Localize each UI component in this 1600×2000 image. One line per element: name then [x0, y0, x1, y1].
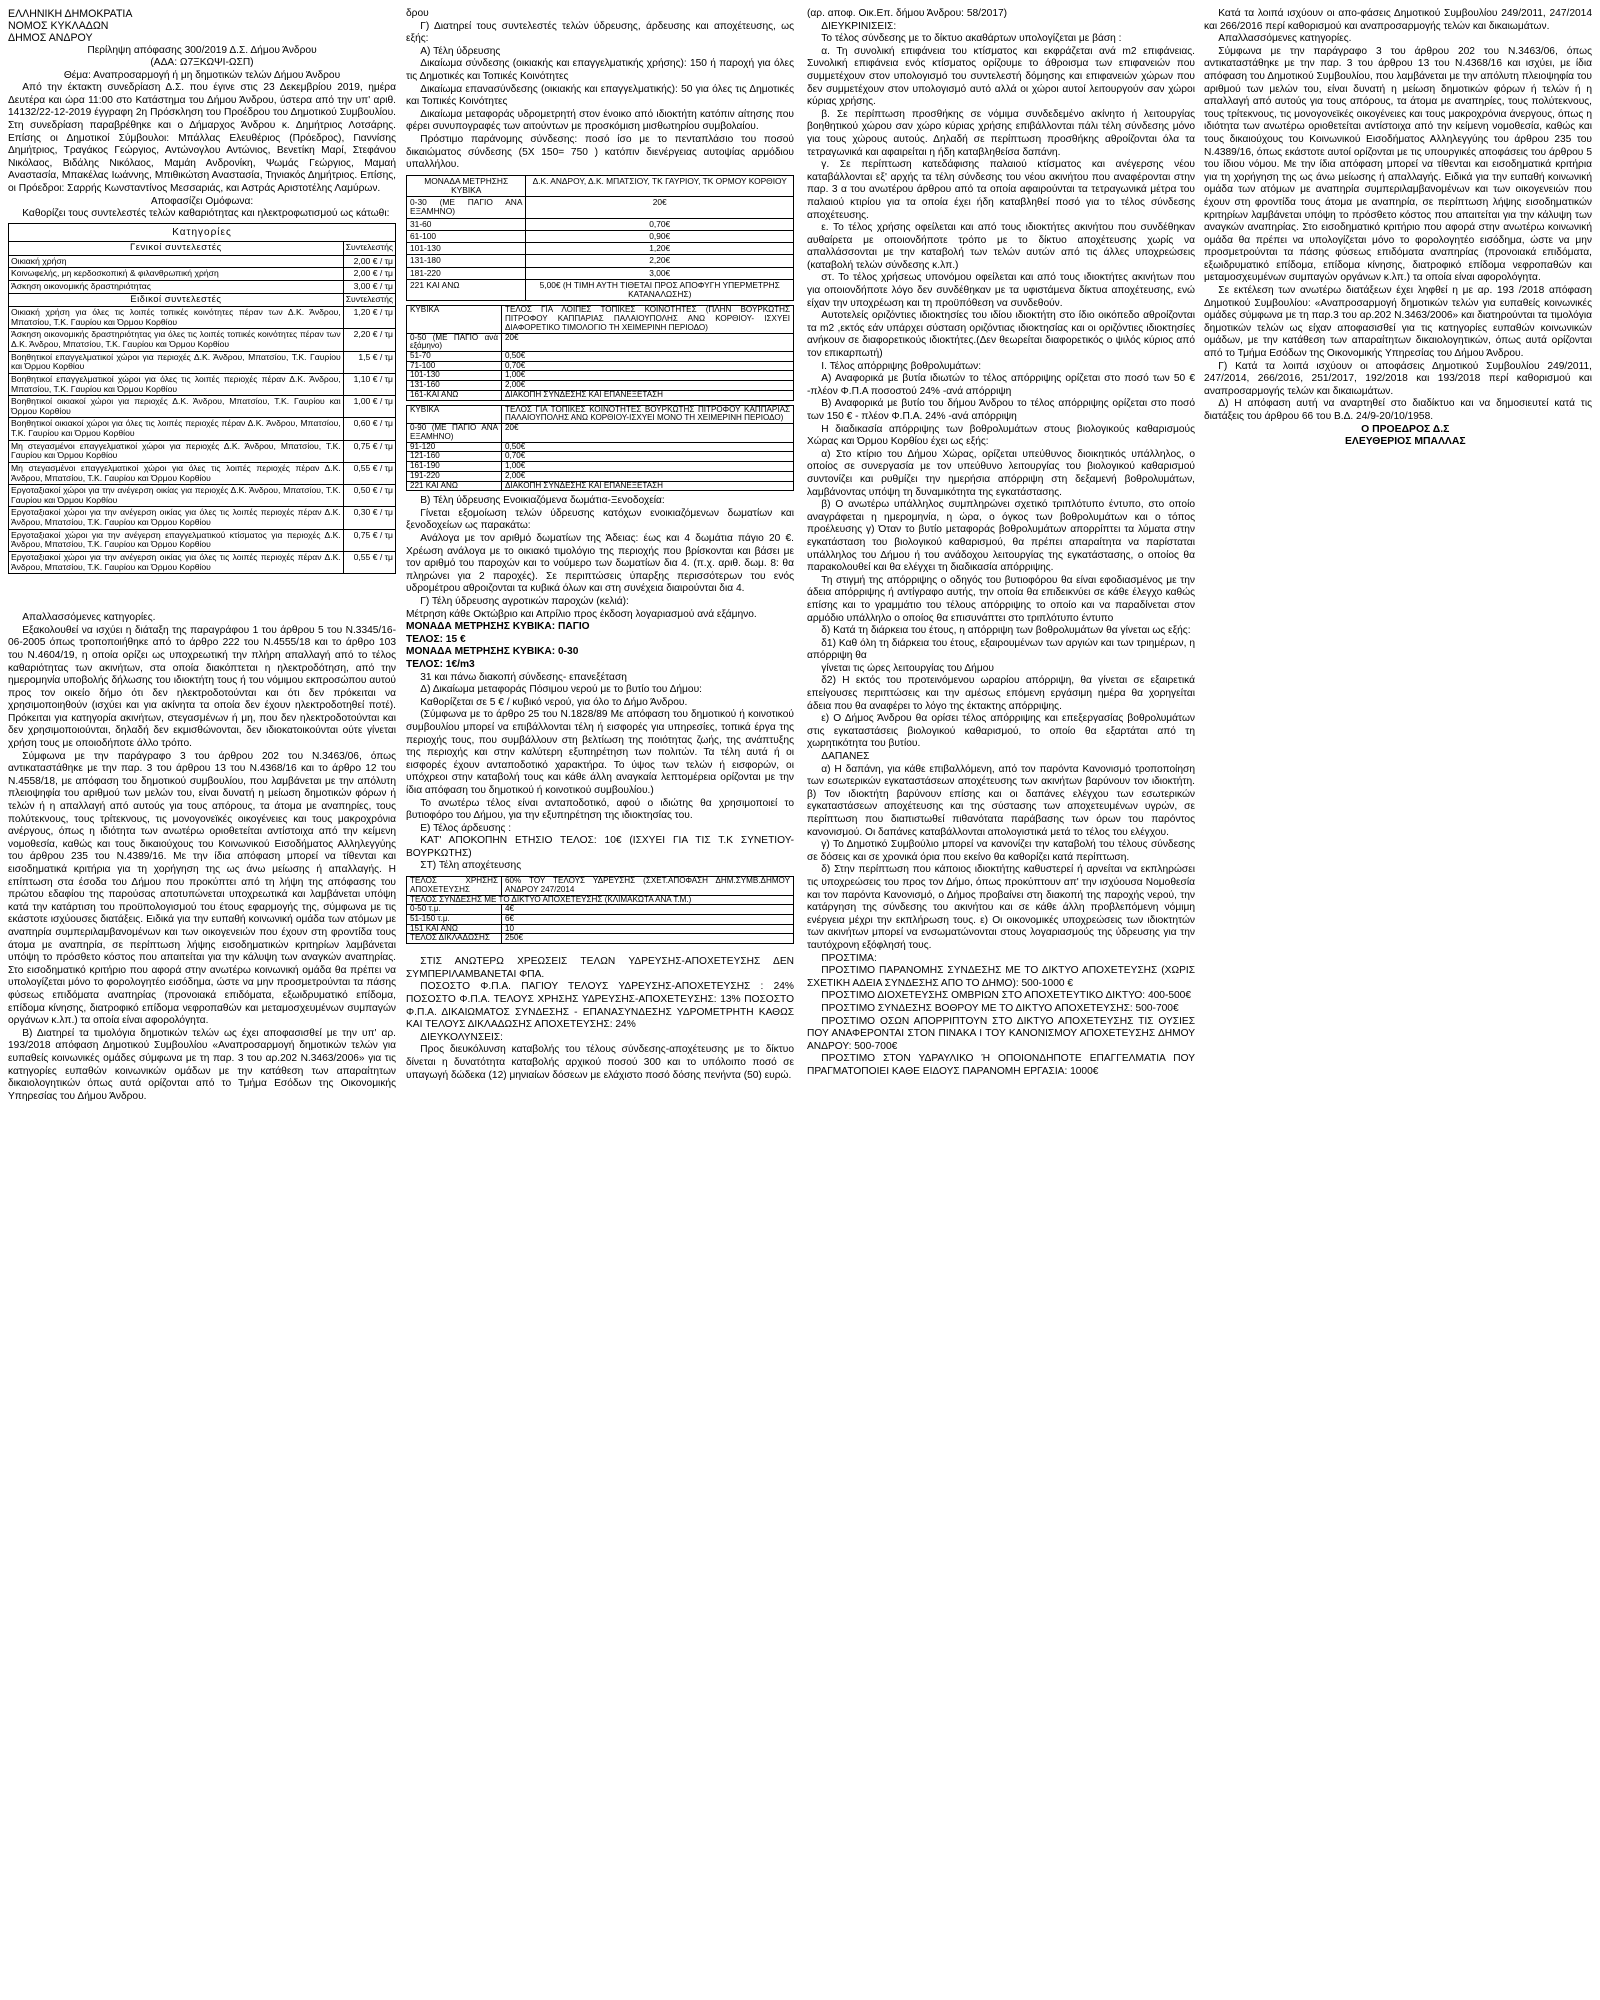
fine-substances: ΠΡΟΣΤΙΜΟ ΟΣΩΝ ΑΠΟΡΡΙΠΤΟΥΝ ΣΤΟ ΔΙΚΤΥΟ ΑΠΟΧΕΤΕΥΣΗΣ ΤΙΣ ΟΥΣΙΕΣ ΠΟΥ ΑΝΑΦΕΡΟΝΤΑΙ ΣΤΟΝ ΠΙΝΑΚΑ Ι ΤΟΥ ΚΑΝΟΝΙΣΜΟΥ ΑΠΟΧΕΤΕΥΣΗΣ ΔΗΜΟΥ ΑΝΔΡΟΥ: 500-700€ [807, 1015, 1195, 1052]
table-row [407, 279, 794, 300]
table-row [9, 418, 396, 440]
clarification-b: β. Σε περίπτωση προσθήκης σε νόμιμα συνδεδεμένο ακίνητο ή λειτουργίας βοηθητικού χώρου σαν χώρο κύριας χρήσης επιβάλλονται πάλι τέλη σύνδεσης μόνο για τους χώρους αυτούς. Δηλαδή σε περίπτωση προσθήκης αθροίζονται όλα τα τετραγωνικά και αφαιρείται η ήδη καταβληθείσα δαπάνη. [807, 108, 1195, 158]
execution-paragraph: Σε εκτέλεση των ανωτέρω διατάξεων έχει ληφθεί η με αρ. 193 /2018 απόφαση Δημοτικού Συμβουλίου: «Αναπροσαρμογή δημοτικών τελών για ευπαθείς κοινωνικές ομάδες σύμφωνα με τη παρ.3 του αρ.202 Ν.3463/2006» και διατηρούνται τα τιμολόγια δημοτικών τελών ως είχαν αποφασισθεί για τις κατηγορίες ευπαθών κοινωνικών ομάδων, με την κατάθεση των απαραίτητων δικαιολογητικών, όπως αυτά ορίζονται από το Τμήμα Εσόδων της Οικονομικής Υπηρεσίας του Δήμου Άνδρου. [1204, 285, 1592, 360]
rooms-heading: Β) Τέλη ύδρευσης Ενοικιαζόμενα δωμάτια-Ξενοδοχεία: [420, 495, 665, 507]
table-row [407, 934, 794, 944]
water-tariff-table-other [406, 305, 794, 400]
table-cell: 101-130 [407, 243, 526, 255]
table-row [407, 197, 794, 218]
table-header-fee: ΤΕΛΟΣ ΓΙΑ ΤΟΠΙΚΕΣ ΚΟΙΝΟΤΗΤΕΣ ΒΟΥΡΚΩΤΗΣ ΠΙΤΡΟΦΟΥ ΚΑΠΠΑΡΙΑΣ ΠΑΛΑΙΟΥΠΟΛΗΣ ΑΝΩ ΚΟΡΘΙΟΥ-ΙΣΧΥΕΙ ΜΟΝΟ ΤΗ ΧΕΙΜΕΡΙΝΗ ΠΕΡΙΟΔΟ) [502, 405, 794, 423]
table-cell: 0-30 (ΜΕ ΠΑΓΙΟ ΑΝΑ ΕΞΑΜΗΝΟ) [407, 197, 526, 218]
subject-line: Θέμα: Αναπροσαρμογή ή μη δημοτικών τελών Δήμου Άνδρου [63, 69, 341, 81]
procedure-d1-hours: γίνεται τις ώρες λειτουργίας του Δήμου [821, 662, 994, 674]
table-cell: Άσκηση οικονομικής δραστηριότητας [9, 280, 344, 293]
water-tariff-table-main [406, 175, 794, 302]
table-cell: 0,50€ [502, 351, 794, 361]
exemption-paragraph: Εξακολουθεί να ισχύει η διάταξη της παραγράφου 1 του άρθρου 5 του Ν.3345/16-06-2005 όπως τροποποιήθηκε από το άρθρο 222 του Ν.4555/18 και το άρθρο 103 του Ν.4604/19, η οποία ορίζει ως υποχρεωτική την πλήρη απαλλαγή από το τέλος καθαριότητας των ακινήτων, στα οποία διακόπτεται η ηλεκτροδότηση, από την ημερομηνία υποβολής δήλωσης του ιδιοκτήτη τους ή του νόμιμου εκπροσώπου αυτού προς τον οικείο δήμο ότι δεν ηλεκτροδοτούνται και ότι δεν πρόκειται να χρησιμοποιηθούν (ισχύει και για ακίνητα τα οποία δεν έχουν ηλεκτροδοτηθεί ποτέ). Πρόκειται για κατηγορία ακινήτων, στεγασμένων ή μη, που δεν ηλεκτροδοτούνται και δεν χρησιμοποιούνται, δηλαδή δεν εκμισθώνονται, δεν ιδιοκατοικούνται ούτε γίνεται χρήση τους με οποιοδήποτε άλλο τρόπο. [8, 624, 396, 750]
header-line-3: ΔΗΜΟΣ ΑΝΔΡΟΥ [8, 32, 93, 45]
expenses-ab: α) Η δαπάνη, για κάθε επιβαλλόμενη, από τον παρόντα Κανονισμό τροποποίηση των εσωτερικών εγκαταστάσεων αποχέτευσης των ακινήτων βαρύνουν τον ιδιοκτήτη. β) Τον ιδιοκτήτη βαρύνουν επίσης και οι δαπάνες ελέγχου των εσωτερικών εγκαταστάσεων αποχέτευσης και της σύστασης των αποχετευμένων υγρών, σε περίπτωση που διαπιστωθεί πιθανότατα παράβασης των όρων του παρόντος κανονισμού. Οι δαπάνες καταβάλλονται απολογιστικά μετά το τέλος του ελέγχου. [807, 763, 1195, 838]
column-2 [406, 8, 794, 1993]
table-row [407, 915, 794, 925]
agri-measurement: Μέτρηση κάθε Οκτώβριο και Απρίλιο προς έκδοση λογαριασμού ανά εξάμηνο. [406, 608, 757, 620]
table-row [407, 371, 794, 381]
facilities-text: Προς διευκόλυνση καταβολής του τέλους σύνδεσης-αποχέτευσης με το δίκτυο δίνεται η δυνατότητα καταβολής αρχικού ποσού 300 και το υπόλοιπο ποσό σε υπαγωγή δώδεκα (12) μηνιαίων δόσεων με ελάχιστο ποσό δόσης πενήντα (50) ευρώ. [406, 1044, 794, 1081]
irrigation-heading: Ε) Τέλος άρδευσης : [420, 822, 512, 834]
table-cell: Άσκηση οικονομικής δραστηριότητας για όλες τις λοιπές τοπικές κοινότητες πέραν των Δ.Κ. Άνδρου, Μπατσίου, Τ.Κ. Γαυρίου και Όρμου Κορθίου [9, 329, 344, 351]
procedure-disposal: Τη στιγμή της απόρριψης ο οδηγός του βυτιοφόρου θα είναι εφοδιασμένος με την άδεια απόρριψης ή αντίγραφο αυτής, την οποία θα επιδεικνύει σε κάθε έλεγχο καθώς επίσης και το γραμμάτιο του τέλους απόρριψης το οποίο και να παραδίνεται στον αρμόδιο υπάλληλο ο οποίος θα επισυνάπτει στο τριπλότυπο έντυπο [807, 574, 1195, 624]
table-cell: 2,20€ [526, 255, 794, 267]
table-cell: 161-ΚΑΙ ΑΝΩ [407, 390, 502, 400]
table-cell: 3,00 € / τμ [343, 280, 395, 293]
agri-heading: Γ) Τέλη ύδρευσης αγροτικών παροχών (κελιά): [420, 596, 629, 607]
table-row [407, 361, 794, 371]
table-row [9, 485, 396, 507]
sewer-fees-table [406, 876, 794, 944]
tanker-heading: Δ) Δικαίωμα μεταφοράς Πόσιμου νερού με το βυτίο του Δήμου: [420, 684, 702, 696]
procedure-e: ε) Ο Δήμος Άνδρου θα ορίσει τέλος απόρριψης και επεξεργασίας βοθρολυμάτων στις εγκαταστάσεις βιολογικού καθαρισμού, το οποίο θα εξαρτάται από τη χωρητικότητα του βυτίου. [807, 713, 1195, 750]
fine-rainwater: ΠΡΟΣΤΙΜΟ ΔΙΟΧΕΤΕΥΣΗΣ ΟΜΒΡΙΩΝ ΣΤΟ ΑΠΟΧΕΤΕΥΤΙΚΟ ΔΙΚΤΥΟ: 400-500€ [821, 990, 1191, 1002]
expenses-heading: ΔΑΠΑΝΕΣ [821, 751, 870, 763]
table-cell: 0-50 (ΜΕ ΠΑΓΙΟ ανά εξάμηνο) [407, 333, 502, 351]
table-row [407, 424, 794, 442]
remaining-decisions: Γ) Κατά τα λοιπά ισχύουν οι αποφάσεις Δημοτικού Συμβουλίου 249/2011, 247/2014, 266/2016, 251/2017, 192/2018 και 193/2018 περί καθορισμού και αναπροσαρμογής τελών και δικαιωμάτων. [1204, 360, 1592, 397]
table-cell: 91-120 [407, 442, 502, 452]
reduction-paragraph: Σύμφωνα με την παράγραφο 3 του άρθρου 202 του Ν.3463/06, όπως αντικαταστάθηκε με την παρ. 3 του άρθρου 13 του Ν.4368/16 και το άρθρο 12 του Ν.4558/18, με απόφαση του δημοτικού συμβουλίου, που λαμβάνεται με την απόλυτη πλειοψηφία του αριθμού των μελών του, είναι δυνατή η μείωση δημοτικών φόρων ή τελών ή η απαλλαγή από αυτούς για τους απόρους, τα άτομα με αναπηρίες, τους πολύτεκνους, τους τρίτεκνους, τις μονογονεϊκές οικογένειες και τους μακροχρόνια ανέργους, όπως η ιδιότητα των ανωτέρω οριοθετείται αντίστοιχα από την κείμενη νομοθεσία, καθώς και τους δικαιούχους του Κοινωνικού Εισοδήματος Αλληλεγγύης του άρθρου 235 του Ν.4389/16. Με την ίδια απόφαση μπορεί να τίθενται και εισοδηματικά κριτήρια για τη χορήγηση της ως άνω μείωσης ή απαλλαγής. Η επίπτωση στα έσοδα του Δήμου που προκύπτει από τη λήψη της απόφασης του πρώτου εδαφίου της παρούσας αποτυπώνεται υποχρεωτικά και λαμβάνεται υπόψη κατά την κατάρτιση του προϋπολογισμού του έτους εφαρμογής της, σύμφωνα με τις εκάστοτε ισχύουσες διατάξεις. Ειδικά για την ευπαθή κοινωνική ομάδα των ατόμων με αναπηρία συμπεριλαμβανομένων και των οικογενειών που έχουν στη φροντίδα τους άτομα με αναπηρία, σε περίπτωση λήψης εισοδηματικών κριτηρίων λαμβάνεται υπόψη το πρόσθετο κόστος που απαιτείται για την κάλυψη των αναγκών αναπηρίας. Στο εισοδηματικό κριτήριο που αφορά στην ανωτέρω κοινωνική ομάδα θα πρέπει να υπολογίζεται μόνο το φορολογητέο εισόδημα, ώστε να μην προσμετρούνται τα πάσης φύσεως επιδόματα αναπηρίας (προνοιακά επιδόματα, εξωιδρυματικό επίδομα, επίδομα κίνησης, διατροφικό επίδομα νεφροπαθών και μεταμοσχευμένων συμπαγών οργάνων κ.λπ.) τα οποία είναι αφορολόγητα. [8, 750, 396, 1027]
column-3 [807, 8, 1195, 1993]
table-row [9, 462, 396, 484]
law-reference: (Σύμφωνα με το άρθρο 25 του Ν.1828/89 Με απόφαση του δημοτικού ή κοινοτικού συμβουλίου μπορεί να επιβάλλονται τέλη ή εισφορές για υπηρεσίες, τοπικά έργα της περιοχής τους, που συμβάλλουν στη βελτίωση της ποιότητας ζωής, της ανάπτυξης της περιοχής και στην καλύτερη εξυπηρέτηση των πολιτών. Τα τέλη αυτά ή οι εισφορές έχουν ανταποδοτικό χαρακτήρα. Το ύψος των τελών ή εισφορών, οι υπόχρεοι στην καταβολή τους και κάθε άλλη αναγκαία λεπτομέρεια ορίζονται με την ίδια απόφαση του δημοτικού ή κοινοτικού συμβουλίου.) [406, 709, 794, 796]
septage-heading: Ι. Τέλος απόρριψης βοθρολυμάτων: [821, 360, 982, 372]
table-header-cubic: ΚΥΒΙΚΑ [407, 405, 502, 423]
general-coefficients-header: Γενικοί συντελεστές [9, 242, 344, 256]
publication-paragraph: Δ) Η απόφαση αυτή να αναρτηθεί στο διαδίκτυο και να δημοσιευτεί κατά τις διατάξεις του άρθρου 66 του Β.Δ. 24/9-20/10/1958. [1204, 398, 1592, 422]
tanker-fee: Καθορίζεται σε 5 € / κυβικό νερού, για όλο το Δήμο Άνδρου. [420, 696, 688, 708]
expenses-de: δ) Στην περίπτωση που κάποιος ιδιοκτήτης καθυστερεί ή αρνείται να εκπληρώσει τις υποχρεώσεις του προς τον Δήμο, όπως προκύπτουν απ' την ισχύουσα Νομοθεσία και τον παρόντα Κανονισμό, ο Δήμος προβαίνει στη διακοπή της παροχής νερού, την κατάργηση της σύνδεσης του ακινήτου και σε κάθε άλλη προβλεπόμενη νόμιμη ενέργεια μέχρι την εκπλήρωση τους. ε) Οι οικονομικές υποχρεώσεις των ιδιοκτητών των ακινήτων μπορεί να ενσωματώνονται στους λογαριασμούς της ύδρευσης για την ταυτόχρονη εξόφλησή τους. [807, 864, 1195, 951]
table-cell: 31-60 [407, 218, 526, 230]
fine-plumber: ΠΡΟΣΤΙΜΟ ΣΤΟΝ ΥΔΡΑΥΛΙΚΟ Ή ΟΠΟΙΟΝΔΗΠΟΤΕ ΕΠΑΓΓΕΛΜΑΤΙΑ ΠΟΥ ΠΡΑΓΜΑΤΟΠΟΙΕΙ ΚΑΘΕ ΕΙΔΟΥΣ ΠΑΡΑΝΟΜΗ ΕΡΓΑΣΙΑ: 1000€ [807, 1053, 1195, 1077]
agri-over-limit: 31 και πάνω διακοπή σύνδεσης- επανεξέταση [420, 671, 627, 683]
table-cell: Βοηθητικοί οικιακοί χώροι για περιοχές Δ.Κ. Άνδρου, Μπατσίου, Τ.Κ. Γαυρίου και Όρμου Κορθίου [9, 396, 344, 418]
procedure-d2: δ2) Η εκτός του προτεινόμενου ωραρίου απόρριψη, θα γίνεται σε εξαιρετικά επείγουσες περιπτώσεις και την αμέσως επόμενη εργάσιμη ημέρα θα χορηγείται άδεια που θα αναφέρει το λόγο της έκτακτης απόρριψης. [807, 675, 1195, 712]
table-cell: Εργοταξιακοί χώροι για την ανέγερση οικίας για όλες τις λοιπές περιοχές πέραν Δ.Κ. Άνδρου, Μπατσίου, Τ.Κ. Γαυρίου και Όρμου Κορθίου [9, 507, 344, 529]
table-row [407, 390, 794, 400]
facilities-heading: ΔΙΕΥΚΟΛΥΝΣΕΙΣ: [420, 1031, 503, 1043]
table-row [407, 267, 794, 279]
table-cell: ΤΕΛΟΣ ΔΙΚΛΑΔΩΣΗΣ [407, 934, 502, 944]
table-cell: 161-190 [407, 462, 502, 472]
table-cell: 20€ [526, 197, 794, 218]
connection-right: Δικαίωμα σύνδεσης (οικιακής και επαγγελματικής χρήσης): 150 ή παροχή για όλες τις Δημοτικές και Τοπικές Κοινότητες [406, 58, 794, 82]
rooms-equalization: Γίνεται εξομοίωση τελών ύδρευσης κατόχων ενοικιαζόμενων δωματίων και ξενοδοχείων ως παρακάτω: [406, 507, 794, 532]
table-cell: 151 ΚΑΙ ΑΝΩ [407, 924, 502, 934]
table-row [407, 243, 794, 255]
column-1 [8, 8, 396, 1993]
table-cell: 51-150 τ.μ. [407, 915, 502, 925]
table-cell: 10 [502, 924, 794, 934]
signature-title: Ο ΠΡΟΕΔΡΟΣ Δ.Σ [1361, 423, 1450, 435]
header-line-1: ΕΛΛΗΝΙΚΗ ΔΗΜΟΚΡΑΤΙΑ [8, 8, 133, 20]
cleaning-fees-intro: Καθορίζει τους συντελεστές τελών καθαριότητας και ηλεκτροφωτισμού ως κάτωθι: [22, 208, 390, 220]
table-row [407, 351, 794, 361]
table-cell: 3,00€ [526, 267, 794, 279]
vat-note: ΣΤΙΣ ΑΝΩΤΕΡΩ ΧΡΕΩΣΕΙΣ ΤΕΛΩΝ ΥΔΡΕΥΣΗΣ-ΑΠΟΧΕΤΕΥΣΗΣ ΔΕΝ ΣΥΜΠΕΡΙΛΑΜΒΑΝΕΤΑΙ ΦΠΑ. [406, 956, 794, 980]
table-cell: 0,70€ [502, 452, 794, 462]
table-row [407, 481, 794, 491]
table-cell: Εργοταξιακοί χώροι για την ανέγερση επαγγελματικού κτίσματος για περιοχές Δ.Κ. Άνδρου, Μπατσίου, Τ.Κ. Γαυρίου και Όρμου Κορθίου [9, 529, 344, 551]
table-cell: 121-160 [407, 452, 502, 462]
table-row [407, 452, 794, 462]
table-row [407, 462, 794, 472]
table-row [407, 381, 794, 391]
table-cell: 0,50 € / τμ [343, 485, 395, 507]
decision-summary-title: Περίληψη απόφασης 300/2019 Δ.Σ. Δήμου Άνδρου [87, 44, 317, 56]
table-cell: 0,70€ [502, 361, 794, 371]
sewer-heading: ΣΤ) Τέλη αποχέτευσης [420, 860, 522, 872]
table-cell: 131-180 [407, 255, 526, 267]
header-line-2: ΝΟΜΟΣ ΚΥΚΛΑΔΩΝ [8, 20, 109, 33]
rooms-rule: Ανάλογα με τον αριθμό δωματίων της Άδειας: έως και 4 δωμάτια πάγιο 20 €. Χρέωση ανάλογα με το οικιακό τιμολόγιο της περιοχής που βρίσκονται και βάσει με τον αριθμό του παροχών και το νούμερο των δωματίων δια 4. (π.χ. αριθ. δωμ. 8: θα πληρώνει για 2 παροχές). Σε περιπτώσεις ύπαρξης περισσότερων του ενός υδρομέτρου αθροιζονται τα κυβικά όλων και στη συνέχεια διαιρούνται δια 4. [406, 533, 794, 595]
clarifications-intro: Το τέλος σύνδεσης με το δίκτυο ακαθάρτων υπολογίζεται με βάση : [821, 33, 1122, 45]
column-4 [1204, 8, 1592, 1993]
committee-ref: (αρ. αποφ. Οικ.Επ. δήμου Άνδρου: 58/2017) [807, 8, 1008, 19]
table-cell: ΔΙΑΚΟΠΗ ΣΥΝΔΕΣΗΣ ΚΑΙ ΕΠΑΝΕΞΕΤΑΣΗ [502, 390, 794, 400]
table-cell: 2,00€ [502, 381, 794, 391]
agri-fee-2: ΤΕΛΟΣ: 1€/m3 [406, 658, 475, 670]
table-cell: Εργοταξιακοί χώροι για την ανέγερση οικίας για περιοχές Δ.Κ. Άνδρου, Μπατσίου, Τ.Κ. Γαυρίου και Όρμου Κορθίου [9, 485, 344, 507]
table-cell: 0,30 € / τμ [343, 507, 395, 529]
table-cell: Κοινωφελής, μη κερδοσκοπική & φιλανθρωπική χρήση [9, 268, 344, 281]
clarifications-heading: ΔΙΕΥΚΡΙΝΙΣΕΙΣ: [821, 20, 897, 32]
exempt-categories-title: Απαλλασσόμενες κατηγορίες. [22, 612, 156, 624]
table-row [9, 280, 396, 293]
table-cell: Βοηθητικοί επαγγελματικοί χώροι για όλες τις λοιπές περιοχές πέραν Δ.Κ. Άνδρου, Μπατσίου, Τ.Κ. Γαυρίου και Όρμου Κορθίου [9, 373, 344, 395]
coefficient-header: Συντελεστής [343, 242, 395, 256]
table-cell: 191-220 [407, 471, 502, 481]
continued-word: δρου [406, 8, 429, 19]
table-row [9, 396, 396, 418]
fines-heading: ΠΡΟΣΤΙΜΑ: [821, 952, 877, 964]
irrigation-fee: ΚΑΤ' ΑΠΟΚΟΠΗΝ ΕΤΗΣΙΟ ΤΕΛΟΣ: 10€ (ΙΣΧΥΕΙ ΓΙΑ ΤΙΣ Τ.Κ ΣΥΝΕΤΙΟΥ- ΒΟΥΡΚΩΤΗΣ) [406, 835, 794, 859]
clarification-a: α. Τη συνολική επιφάνεια του κτίσματος και εκφράζεται ανά m2 επιφάνειας. Συνολική επιφάνεια ενός κτίσματος ορίζουμε το άθροισμα των επιφανειών που συμμετέχουν στον υπολογισμό του συντελεστή δόμησης και επιφανειών χώρων που δεν συμμετέχουν στον υπολογισμό αυτό αλλά οι χώροι αυτοί λειτουργούν σαν χώροι κύριας χρήσης. [807, 45, 1195, 108]
table-cell: 0,55 € / τμ [343, 551, 395, 573]
septage-private: Α) Αναφορικά με βυτία ιδιωτών το τέλος απόρριψης ορίζεται στο ποσό των 50 € -πλέον Φ.Π.Α ποσοστού 24% -ανά απόρριψη [807, 373, 1195, 397]
table-cell: 221 ΚΑΙ ΑΝΩ [407, 279, 526, 300]
table-cell: 0,60 € / τμ [343, 418, 395, 440]
table-cell: 5,00€ (Η ΤΙΜΗ ΑΥΤΗ ΤΙΘΕΤΑΙ ΠΡΟΣ ΑΠΟΦΥΓΗ ΥΠΕΡΜΕΤΡΗΣ ΚΑΤΑΝΑΛΩΣΗΣ) [526, 279, 794, 300]
table-cell: 250€ [502, 934, 794, 944]
table-row [9, 440, 396, 462]
table-cell: Μη στεγασμένοι επαγγελματικοί χώροι για περιοχές Δ.Κ. Άνδρου, Μπατσίου, Τ.Κ. Γαυρίου και Όρμου Κορθίου [9, 440, 344, 462]
decision-label: Αποφασίζει Ομόφωνα: [150, 195, 254, 207]
table-cell: 1,20€ [526, 243, 794, 255]
table-row [407, 905, 794, 915]
table-cell: 0,90€ [526, 230, 794, 242]
table-header-fee: ΤΕΛΟΣ ΓΙΑ ΛΟΙΠΕΣ ΤΟΠΙΚΕΣ ΚΟΙΝΟΤΗΤΕΣ (ΠΛΗΝ ΒΟΥΡΚΩΤΗΣ ΠΙΤΡΟΦΟΥ ΚΑΠΠΑΡΙΑΣ ΠΑΛΑΙΟΥΠΟΛΗΣ ΑΝΩ ΚΟΡΘΙΟΥ- ΙΣΧΥΕΙ ΔΙΑΦΟΡΕΤΙΚΟ ΤΙΜΟΛΟΓΙΟ ΤΗ ΧΕΙΜΕΡΙΝΗ ΠΕΡΙΟΔΟ) [502, 306, 794, 333]
table-cell: 2,20 € / τμ [343, 329, 395, 351]
table-title: Κατηγορίες [9, 223, 396, 241]
table-row [9, 255, 396, 268]
table-cell: 101-130 [407, 371, 502, 381]
table-cell: 2,00 € / τμ [343, 268, 395, 281]
table-cell: 0,55 € / τμ [343, 462, 395, 484]
table-cell: Μη στεγασμένοι επαγγελματικοί χώροι για όλες τις λοιπές περιοχές πέραν Δ.Κ. Άνδρου, Μπατσίου, Τ.Κ. Γαυρίου και Όρμου Κορθίου [9, 462, 344, 484]
water-tariff-table-winter [406, 405, 794, 492]
table-cell: 61-100 [407, 230, 526, 242]
table-cell: 2,00 € / τμ [343, 255, 395, 268]
special-coefficients-header: Ειδικοί συντελεστές [9, 293, 344, 307]
table-cell: 221 ΚΑΙ ΑΝΩ [407, 481, 502, 491]
clarification-st: στ. Το τέλος χρήσεως υπονόμου οφείλεται και από τους ιδιοκτήτες ακινήτων που για οποιονδήποτε λόγο δεν συνδέθηκαν με τα υφιστάμενα δίκτυα αποχέτευσης, ενώ είχαν την υποχρέωση και τη προϋπόθεση να συνδεθούν. [807, 272, 1195, 309]
table-cell: 20€ [502, 333, 794, 351]
clarification-e: ε. Το τέλος χρήσης οφείλεται και από τους ιδιοκτήτες ακινήτου που συνδέθηκαν αυθαίρετα με οποιονδήποτε τρόπο με το δίκτυο αποχέτευσης χωρίς να απαλλάσσονται με την καταβολή των τελών αυτών από τις άλλες υποχρεώσεις (καταβολή τελών σύνδεσης κ.λπ.) [807, 222, 1195, 271]
table-cell: Οικιακή χρήση [9, 255, 344, 268]
signature-name: ΕΛΕΥΘΕΡΙΟΣ ΜΠΑΛΛΑΣ [1344, 436, 1466, 448]
table-row [9, 373, 396, 395]
table-row [407, 442, 794, 452]
table-row [407, 333, 794, 351]
tanker-note: Το ανωτέρω τέλος είναι ανταποδοτικό, αφού ο ιδιώτης θα χρησιμοποιεί το βυτιοφόρο του Δήμου, για την εξυπηρέτηση της ιδιοκτησίας του. [406, 797, 794, 822]
table-cell: 4€ [502, 905, 794, 915]
water-fees-heading: Α) Τέλη ύδρευσης [420, 45, 501, 57]
illegal-connection-fine: Πρόστιμο παράνομης σύνδεσης: ποσό ίσο με το πενταπλάσιο του ποσού δικαιώματος σύνδεσης (5Χ 150= 750 ) κατόπιν διενέργειας αυτοψίας αρμόδιου υπαλλήλου. [406, 133, 794, 171]
reduction-paragraph-2: Σύμφωνα με την παράγραφο 3 του άρθρου 202 του Ν.3463/06, όπως αντικαταστάθηκε με την παρ. 3 του άρθρου 13 του Ν.4368/16 και ισχύει, με ίδια απόφαση του Δημοτικού Συμβουλίου, που λαμβάνεται με την απόλυτη πλειοψηφία του αριθμού των μελών του, είναι δυνατή η μείωση δημοτικών φόρων ή τελών ή η απαλλαγή από αυτούς για τους απόρους, τα άτομα με αναπηρίες, τους πολύτεκνους, τους τρίτεκνους, τις μονογονεϊκές οικογένειες και τους μακροχρόνια άνεργους, όπως η ιδιότητα των ανωτέρω οριοθετείται αντίστοιχα από την κείμενη νομοθεσία, καθώς και τους δικαιούχους του Κοινωνικού Εισοδήματος Αλληλεγγύης του άρθρου 235 του Ν.4389/16, όπως εκάστοτε αυτοί ορίζονται με τις υπουργικές αποφάσεις του άρθρου 5 του ίδιου νόμου. Με την ίδια απόφαση μπορεί να τίθενται και εισοδηματικά κριτήρια για τη χορήγηση της ως άνω μείωσης ή απαλλαγής. Ειδικά για την ευπαθή κοινωνική ομάδα των ατόμων με αναπηρία συμπεριλαμβανομένων και των οικογενειών που έχουν στη φροντίδα τους άτομα με αναπηρία, σε περίπτωση λήψης εισοδηματικών κριτηρίων λαμβάνεται υπόψη το πρόσθετο κόστος που απαιτείται για την κάλυψη των αναγκών αναπηρίας. Στο εισοδηματικό κριτήριο που αφορά στην ανωτέρω κοινωνική ομάδα θα πρέπει να υπολογίζεται μόνο το φορολογητέο εισόδημα, ώστε να μην προσμετρούνται τα πάσης φύσεως επιδόματα αναπηρίας (προνοιακά επιδόματα, εξωιδρυματικό επίδομα, επίδομα κίνησης, διατροφικό επίδομα νεφροπαθών και μεταμοσχευμένων συμπαγών οργάνων κ.λπ.) τα οποία είναι αφορολόγητα. [1204, 45, 1592, 284]
fine-illegal-connection: ΠΡΟΣΤΙΜΟ ΠΑΡΑΝΟΜΗΣ ΣΥΝΔΕΣΗΣ ΜΕ ΤΟ ΔΙΚΤΥΟ ΑΠΟΧΕΤΕΥΣΗΣ (ΧΩΡΙΣ ΣΧΕΤΙΚΗ ΑΔΕΙΑ ΣΥΝΔΕΣΗΣ ΑΠΟ ΤΟ ΔΗΜΟ): 500-1000 € [807, 965, 1195, 989]
table-cell: 1,00 € / τμ [343, 396, 395, 418]
table-cell: 2,00€ [502, 471, 794, 481]
table-row [9, 351, 396, 373]
table-cell: 131-160 [407, 381, 502, 391]
table-header-areas: Δ.Κ. ΑΝΔΡΟΥ, Δ.Κ. ΜΠΑΤΣΙΟΥ, ΤΚ ΓΑΥΡΙΟΥ, ΤΚ ΟΡΜΟΥ ΚΟΡΘΙΟΥ [526, 175, 794, 196]
tariff-paragraph: Β) Διατηρεί τα τιμολόγια δημοτικών τελών ως έχει αποφασισθεί με την υπ' αρ. 193/2018 απόφαση Δημοτικού Συμβουλίου «Αναπροσαρμογή δημοτικών τελών για ευπαθείς κοινωνικές ομάδες σύμφωνα με τη παρ. 3 του αρ.202 Ν.3463/2006» για τις κατηγορίες ευπαθών κοινωνικών ομάδων με την κατάθεση των απαραίτητων δικαιολογητικών όπως αυτά ορίζονται από το Τμήμα Εσόδων της Οικονομικής Υπηρεσίας του Δήμου Άνδρου. [8, 1027, 396, 1102]
table-cell: 1,00€ [502, 462, 794, 472]
reconnection-right: Δικαίωμα επανασύνδεσης (οικιακής και επαγγελματικής): 50 για όλες τις Δημοτικές και Τοπικές Κοινότητες [406, 83, 794, 108]
table-cell: 181-220 [407, 267, 526, 279]
table-cell: ΔΙΑΚΟΠΗ ΣΥΝΔΕΣΗΣ ΚΑΙ ΕΠΑΝΕΞΕΤΑΣΗ [502, 481, 794, 491]
fine-cesspit: ΠΡΟΣΤΙΜΟ ΣΥΝΔΕΣΗΣ ΒΟΘΡΟΥ ΜΕ ΤΟ ΔΙΚΤΥΟ ΑΠΟΧΕΤΕΥΣΗΣ: 500-700€ [821, 1002, 1179, 1014]
table-cell: 20€ [502, 424, 794, 442]
table-cell: Εργοταξιακοί χώροι για την ανέγερση οικίας για όλες τις λοιπές περιοχές πέραν Δ.Κ. Άνδρου, Μπατσίου, Τ.Κ. Γαυρίου και Όρμου Κορθίου [9, 551, 344, 573]
procedure-a: α) Στο κτίριο του Δήμου Χώρας, ορίζεται υπεύθυνος διοικητικός υπάλληλος, ο οποίος σε συνεργασία με τον υπεύθυνο λειτουργίας του βιολογικού καθαρισμού συντονίζει και ρυθμίζει την ημερήσια απόρριψη στη δεξαμενή βοθρολυμάτων, λαμβάνοντας υπόψη τη δυναμικότητα της εγκατάστασης. [807, 448, 1195, 498]
sewer-connection-heading: ΤΕΛΟΣ ΣΥΝΔΕΣΗΣ ΜΕ ΤΟ ΔΙΚΤΥΟ ΑΠΟΧΕΤΕΥΣΗΣ (ΚΛΙΜΑΚΩΤΑ ΑΝΑ Τ.Μ.) [407, 895, 794, 905]
table-cell: 0,75 € / τμ [343, 529, 395, 551]
intro-paragraph: Από την έκτακτη συνεδρίαση Δ.Σ. που έγινε στις 23 Δεκεμβρίου 2019, ημέρα Δευτέρα και ώρα 11:00 στο Κατάστημα του Δήμου Άνδρου, ύστερα από την υπ' αριθ. 14132/22-12-2019 έγγραφη 2η Πρόσκληση του Προέδρου του Δημοτικού Συμβουλίου. Στη συνεδρίαση παραβρέθηκε και ο Δήμαρχος Άνδρου κ. Δημήτριος Λοτσάρης. Επίσης οι Δημοτικοί Σύμβουλοι: Μπάλλας Ελευθέριος (Πρόεδρος), Γιαννίσης Δημήτριος, Τραγάκος Γεώργιος, Αντώνογλου Αντώνιος, Βενετίκη Μαρί, Στεφάνου Νικόλαος, Βιδάλης Νικόλαος, Μαμάη Ανδρονίκη, Ψωμάς Γεώργιος, Μαμαή Αναστασία, Μπακέλας Ιωάννης, Μπιθικώτση Αναστασία, Τηνιακός Δημήτριος. Επίσης, οι Πρόεδροι: Σαρρής Κωνσταντίνος Μεσσαριάς, και Αστράς Αριστοτέλης Λαμύρων. [8, 82, 396, 195]
cleaning-fees-table [8, 223, 396, 574]
septage-municipal: Β) Αναφορικά με βυτίο του δήμου Άνδρου το τέλος απόρριψης ορίζεται στο ποσό των 150 € - πλέον Φ.Π.Α. 24% -ανά απόρριψη [807, 398, 1195, 422]
table-header-cubic: ΚΥΒΙΚΑ [407, 306, 502, 333]
table-cell: 1,10 € / τμ [343, 373, 395, 395]
table-row [407, 255, 794, 267]
vat-rates: ΠΟΣΟΣΤΟ Φ.Π.Α. ΠΑΓΙΟΥ ΤΕΛΟΥΣ ΥΔΡΕΥΣΗΣ-ΑΠΟΧΕΤΕΥΣΗΣ : 24% ΠΟΣΟΣΤΟ Φ.Π.Α. ΤΕΛΟΥΣ ΧΡΗΣΗΣ ΥΔΡΕΥΣΗΣ-ΑΠΟΧΕΤΕΥΣΗΣ: 13% ΠΟΣΟΣΤΟ Φ.Π.Α. ΔΙΚΑΙΩΜΑΤΟΣ ΣΥΝΔΕΣΗΣ - ΕΠΑΝΑΣΥΝΔΕΣΗΣ ΥΔΡΟΜΕΤΡΗΤΗ ΚΑΘΩΣ ΚΑΙ ΤΕΛΟΥΣ ΔΙΚΛΑΔΩΣΗΣ ΑΠΟΧΕΤΕΥΣΗΣ: 24% [406, 981, 794, 1031]
previous-decisions: Κατά τα λοιπά ισχύουν οι απο-φάσεις Δημοτικού Συμβουλίου 249/2011, 247/2014 και 266/2016 περί καθορισμού και αναπροσαρμογής τελών και δικαιωμάτων. [1204, 8, 1592, 32]
table-row [9, 329, 396, 351]
table-cell: Βοηθητικοί επαγγελματικοί χώροι για περιοχές Δ.Κ. Άνδρου, Μπατσίου, Τ.Κ. Γαυρίου και Όρμου Κορθίου [9, 351, 344, 373]
table-cell: 0,70€ [526, 218, 794, 230]
table-row [9, 507, 396, 529]
clarification-c: γ. Σε περίπτωση κατεδάφισης παλαιού κτίσματος και ανέγερσης νέου καταβάλλονται εξ' αρχής τα τέλη σύνδεσης του νέου ακινήτου που αναφέρονται στην παρ. 3 α του ανωτέρου άρθρου από τα οποία αφαιρούνται τα τετραγωνικά μέτρα του παλαιού κτιρίου για τα οποία έχει ήδη καταβληθεί ποσό για το τέλος σύνδεσης αποχέτευσης. [807, 159, 1195, 221]
meter-transfer-right: Δικαίωμα μεταφοράς υδρομετρητή στον ένοικο από ιδιοκτήτη κατόπιν αίτησης που φέρει συνυπογραφές των αιτούντων με προσκόμιση μισθωτηρίου συμβολαίου. [406, 108, 794, 133]
table-row [407, 471, 794, 481]
table-cell: 1,00€ [502, 371, 794, 381]
procedure-b: β) Ο ανωτέρω υπάλληλος συμπληρώνει σχετικό τριπλότυπο έντυπο, στο οποίο αναγράφεται η ημερομηνία, η ώρα, ο όγκος των βοθρολυμάτων και ο τόπος προέλευσης γ) Όταν το βυτίο μεταφοράς βοθρολυμάτων απορρίπτει τα λύματα στην εγκατάσταση του βιολογικού καθαρισμού, θα πρέπει απαραίτητα να παρίσταται υπάλληλος του Δήμου ή του ανάδοχου λειτουργίας της εγκατάστασης, ο οποίος θα παρακολουθεί και θα ελέγχει τη διαδικασία απόρριψης. [807, 499, 1195, 574]
horizontal-properties: Αυτοτελείς οριζόντιες ιδιοκτησίες του ιδίου ιδιοκτήτη στο ίδιο οικόπεδο αθροίζονται τα m2 ,εκτός εάν υπάρχει σύσταση οριζόντιας ιδιοκτησίας και οι οριζόντιες ιδιοκτησίες ανήκουν σε διαφορετικούς ιδιοκτήτες.(Δεν θεωρείται διαφορετικός ο ψιλός κύριος από τον επικαρπωτή) [807, 310, 1195, 360]
table-cell: 1,20 € / τμ [343, 307, 395, 329]
agri-fee-1: ΤΕΛΟΣ: 15 € [406, 633, 466, 645]
table-cell: Οικιακή χρήση για όλες τις λοιπές τοπικές κοινότητες πέραν των Δ.Κ. Άνδρου, Μπατσίου, Τ.Κ. Γαυρίου και Όρμου Κορθίου [9, 307, 344, 329]
septage-procedure: Η διαδικασία απόρριψης των βοθρολυμάτων στους βιολογικούς καθαρισμούς Χώρας και Όρμου Κορθίου έχει ως εξής: [807, 423, 1195, 448]
table-cell: 71-100 [407, 361, 502, 371]
table-cell: 0-50 τ.μ. [407, 905, 502, 915]
ada-code: (ΑΔΑ: Ω7ΞΚΩΨΙ-ΩΣΠ) [150, 57, 254, 69]
table-row [9, 307, 396, 329]
table-row [407, 230, 794, 242]
sewer-use-fee-label: ΤΕΛΟΣ ΧΡΗΣΗΣ ΑΠΟΧΕΤΕΥΣΗΣ [407, 877, 502, 895]
expenses-c: γ) Το Δημοτικό Συμβούλιο μπορεί να κανονίζει την καταβολή του τέλους σύνδεσης σε δόσεις και σε χρονικά όρια που εκείνο θα καθορίζει κατά περίπτωση. [807, 839, 1195, 863]
coefficient-header: Συντελεστής [343, 293, 395, 307]
table-row [9, 529, 396, 551]
water-fees-intro: Γ) Διατηρεί τους συντελεστές τελών ύδρευσης, άρδευσης και αποχέτευσης, ως εξής: [406, 20, 794, 45]
table-row [9, 551, 396, 573]
table-cell: 0,75 € / τμ [343, 440, 395, 462]
table-row [9, 268, 396, 281]
table-cell: Βοηθητικοί οικιακοί χώροι για όλες τις λοιπές περιοχές πέραν Δ.Κ. Άνδρου, Μπατσίου, Τ.Κ. Γαυρίου και Όρμου Κορθίου [9, 418, 344, 440]
sewer-use-fee-value: 60% ΤΟΥ ΤΕΛΟΥΣ ΥΔΡΕΥΣΗΣ (ΣΧΕΤ.ΑΠΟΦΑΣΗ ΔΗΜ.ΣΥΜΒ.ΔΗΜΟΥ ΑΝΔΡΟΥ 247/2014 [502, 877, 794, 895]
table-header-unit: ΜΟΝΑΔΑ ΜΕΤΡΗΣΗΣ ΚΥΒΙΚΑ [407, 175, 526, 196]
procedure-d: δ) Κατά τη διάρκεια του έτους, η απόρριψη των βοθρολυμάτων θα γίνεται ως εξής: [821, 625, 1191, 637]
procedure-d1: δ1) Καθ όλη τη διάρκεια του έτους, εξαιρουμένων των αργιών και των τριημέρων, η απόρριψη θα [807, 637, 1195, 662]
agri-unit-1: ΜΟΝΑΔΑ ΜΕΤΡΗΣΗΣ ΚΥΒΙΚΑ: ΠΑΓΙΟ [406, 621, 590, 633]
exempt-categories-title-2: Απαλλασσόμενες κατηγορίες. [1218, 33, 1352, 45]
table-cell: 0-90 (ΜΕ ΠΑΓΙΟ ΑΝΑ ΕΞΑΜΗΝΟ) [407, 424, 502, 442]
table-cell: 1,5 € / τμ [343, 351, 395, 373]
table-cell: 0,50€ [502, 442, 794, 452]
table-cell: 51-70 [407, 351, 502, 361]
table-cell: 6€ [502, 915, 794, 925]
agri-unit-2: ΜΟΝΑΔΑ ΜΕΤΡΗΣΗΣ ΚΥΒΙΚΑ: 0-30 [406, 646, 579, 658]
table-row [407, 218, 794, 230]
